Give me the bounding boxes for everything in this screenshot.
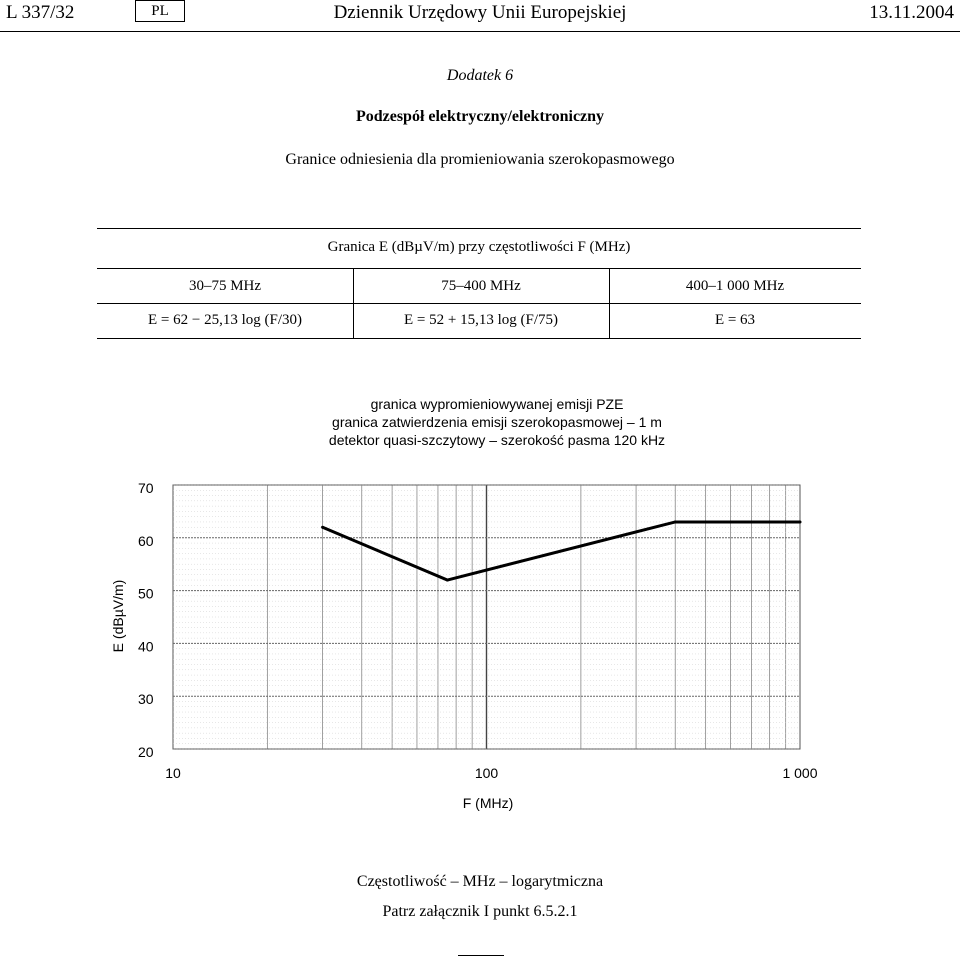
frequency-scale-note: Częstotliwość – MHz – logarytmiczna: [356, 873, 604, 890]
section-subtitle: Podzespół elektryczny/elektroniczny: [355, 108, 605, 125]
chart-legend-line-1: granica wypromieniowywanej emisji PZE: [370, 396, 624, 412]
y-axis-label: E (dBµV/m): [110, 579, 126, 653]
table-col-header-3: 400–1 000 MHz: [685, 278, 785, 294]
language-code-box: PL: [135, 0, 185, 22]
chart-labels: [138, 480, 818, 781]
x-axis-label: F (MHz): [462, 795, 514, 811]
y-tick-label: 70: [138, 480, 154, 496]
chart-marks: [321, 520, 801, 581]
y-tick-label: 40: [138, 638, 154, 655]
limit-line-point: [799, 520, 802, 523]
table-formula-1: E = 62 − 25,13 log (F/30): [148, 312, 302, 328]
page-reference: L 337/32: [6, 2, 75, 23]
journal-title: Dziennik Urzędowy Unii Europejskiej: [333, 2, 627, 23]
y-tick-label: 20: [138, 744, 154, 760]
table-caption: Granica E (dBµV/m) przy częstotliwości F (MHz): [327, 239, 631, 255]
limit-line-series: [323, 522, 800, 580]
section-description: Granice odniesienia dla promieniowania szerokopasmowego: [285, 151, 675, 168]
chart-legend-line-2: granica zatwierdzenia emisji szerokopasmowej – 1 m: [332, 414, 662, 430]
limit-line-point: [674, 520, 677, 523]
x-tick-label: 100: [474, 765, 499, 781]
table-formula-3: E = 63: [714, 312, 756, 328]
limit-line-point: [321, 526, 324, 529]
reference-note: Patrz załącznik I punkt 6.5.2.1: [382, 903, 578, 920]
limit-line-point: [446, 579, 449, 582]
publication-date: 13.11.2004: [869, 2, 954, 23]
chart-grid: [173, 485, 800, 749]
x-tick-label: 10: [165, 765, 181, 781]
table-col-header-2: 75–400 MHz: [441, 278, 521, 294]
footer-rule: [458, 955, 504, 956]
x-tick-label: 1 000: [782, 765, 818, 781]
chart-legend-line-3: detektor quasi-szczytowy – szerokość pasma 120 kHz: [328, 432, 666, 448]
annex-title: Dodatek 6: [446, 67, 514, 84]
y-tick-label: 50: [138, 585, 154, 602]
y-tick-label: 30: [138, 691, 154, 708]
y-tick-label: 60: [138, 532, 154, 549]
table-formula-2: E = 52 + 15,13 log (F/75): [404, 312, 558, 328]
table-col-header-1: 30–75 MHz: [188, 278, 262, 294]
